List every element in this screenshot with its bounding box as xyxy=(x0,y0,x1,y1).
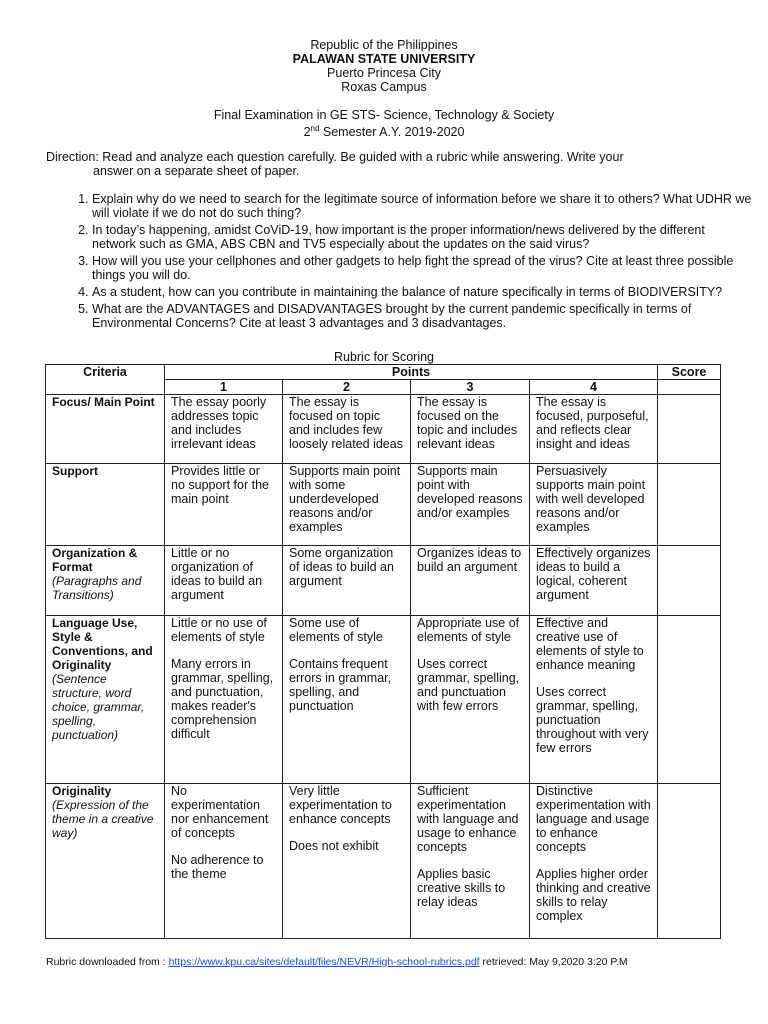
rubric-cell-point-2 xyxy=(283,546,411,616)
rubric-cell-point-2 xyxy=(283,616,411,784)
criteria-cell xyxy=(46,546,165,616)
direction-line-1: Direction: Read and analyze each question carefully. Be guided with a rubric while answering. Write your xyxy=(46,150,624,164)
rubric-cell-point-3 xyxy=(411,546,530,616)
rubric-cell-text: Applies higher order thinking and creative skills to relay complex xyxy=(536,867,651,923)
rubric-cell-text: Provides little or no support for the main point xyxy=(171,464,269,506)
criteria-header: Criteria xyxy=(46,365,165,395)
rubric-cell-text: Little or no organization of ideas to build an argument xyxy=(171,546,263,602)
rubric-cell-text: Does not exhibit xyxy=(289,839,379,853)
rubric-source-link[interactable]: https://www.kpu.ca/sites/default/files/NEVR/High-school-rubrics.pdf xyxy=(168,956,480,968)
rubric-cell-text: Very little experimentation to enhance concepts xyxy=(289,784,392,826)
rubric-header-row xyxy=(46,365,721,380)
exam-title: Final Examination in GE STS- Science, Technology & Society xyxy=(213,108,555,122)
rubric-cell-text: Applies basic creative skills to relay ideas xyxy=(417,867,506,909)
semester-line xyxy=(0,122,768,139)
rubric-cell-text: Uses correct grammar, spelling, and punctuation with few errors xyxy=(417,657,520,713)
point-header-4: 4 xyxy=(530,380,658,395)
rubric-cell-text: Uses correct grammar, spelling, punctuation throughout with very few errors xyxy=(536,685,649,755)
criteria-name: Focus/ Main Point xyxy=(52,395,155,409)
rubric-row xyxy=(46,546,721,616)
criteria-cell xyxy=(46,464,165,546)
rubric-cell-text: Persuasively supports main point with well developed reasons and/or examples xyxy=(536,464,646,534)
rubric-cell-point-3 xyxy=(411,395,530,464)
rubric-cell-text: Effective and creative use of elements of style to enhance meaning xyxy=(536,616,644,672)
rubric-cell-text: Little or no use of elements of style xyxy=(171,616,267,644)
criteria-name: Originality xyxy=(52,784,112,798)
rubric-cell-text: Supports main point with some underdeveloped reasons and/or examples xyxy=(289,464,401,534)
score-cell[interactable] xyxy=(658,464,721,546)
rubric-cell-text: Many errors in grammar, spelling, and punctuation, makes reader's comprehension difficult xyxy=(171,657,274,741)
rubric-cell-text: Some use of elements of style xyxy=(289,616,383,644)
criteria-cell xyxy=(46,616,165,784)
rubric-cell-text: Supports main point with developed reasons and/or examples xyxy=(417,464,523,520)
rubric-cell-point-4 xyxy=(530,784,658,939)
point-header-1: 1 xyxy=(165,380,283,395)
criteria-name: Language Use, Style & Conventions, and Originality xyxy=(52,616,153,672)
rubric-cell-text: The essay is focused, purposeful, and reflects clear insight and ideas xyxy=(536,395,649,451)
question-item: 3. How will you use your cellphones and other gadgets to help fight the spread of the virus? Cite at least three possible things you will do. xyxy=(92,254,752,282)
rubric-cell-point-3 xyxy=(411,784,530,939)
rubric-cell-text: Sufficient experimentation with language and usage to enhance concepts xyxy=(417,784,519,854)
score-cell[interactable] xyxy=(658,784,721,939)
question-item: 4. As a student, how can you contribute in maintaining the balance of nature specifically in terms of BIODIVERSITY? xyxy=(92,285,752,299)
rubric-cell-point-4 xyxy=(530,546,658,616)
point-header-3: 3 xyxy=(411,380,530,395)
rubric-cell-point-1 xyxy=(165,546,283,616)
rubric-cell-text: Distinctive experimentation with language and usage to enhance concepts xyxy=(536,784,651,854)
republic-line: Republic of the Philippines xyxy=(310,38,458,52)
rubric-cell-point-4 xyxy=(530,395,658,464)
rubric-cell-text: Contains frequent errors in grammar, spelling, and punctuation xyxy=(289,657,392,713)
score-cell[interactable] xyxy=(658,395,721,464)
semester-rest: Semester A.Y. 2019-2020 xyxy=(319,125,465,140)
city-line: Puerto Princesa City xyxy=(327,66,441,80)
rubric-cell-point-1 xyxy=(165,616,283,784)
rubric-row xyxy=(46,395,721,464)
criteria-name: Support xyxy=(52,464,98,478)
question-item: 5. What are the ADVANTAGES and DISADVANTAGES brought by the current pandemic specifically in terms of Environmental Concerns? Cite at least 3 advantages and 3 disadvantages. xyxy=(92,302,752,330)
footer-note xyxy=(46,956,628,968)
criteria-description: (Sentence structure, word choice, grammar, spelling, punctuation) xyxy=(52,672,145,742)
semester-suffix: nd xyxy=(310,124,320,133)
rubric-cell-text: No adherence to the theme xyxy=(171,853,264,881)
footer-prefix: Rubric downloaded from : xyxy=(46,956,169,968)
rubric-cell-point-2 xyxy=(283,464,411,546)
points-header: Points xyxy=(165,365,658,380)
point-header-2: 2 xyxy=(283,380,411,395)
university-name: PALAWAN STATE UNIVERSITY xyxy=(292,52,476,66)
rubric-cell-point-3 xyxy=(411,464,530,546)
rubric-cell-text: The essay is focused on the topic and includes relevant ideas xyxy=(417,395,518,451)
rubric-cell-point-2 xyxy=(283,395,411,464)
campus-line: Roxas Campus xyxy=(341,80,427,94)
rubric-cell-point-1 xyxy=(165,464,283,546)
criteria-name: Organization & Format xyxy=(52,546,138,574)
rubric-cell-text: The essay is focused on topic and includes few loosely related ideas xyxy=(289,395,403,451)
rubric-cell-text: Some organization of ideas to build an argument xyxy=(289,546,394,588)
rubric-cell-text: The essay poorly addresses topic and includes irrelevant ideas xyxy=(171,395,267,451)
rubric-cell-point-1 xyxy=(165,784,283,939)
rubric-row xyxy=(46,616,721,784)
score-header: Score xyxy=(658,365,721,380)
criteria-cell xyxy=(46,395,165,464)
criteria-cell xyxy=(46,784,165,939)
rubric-cell-point-4 xyxy=(530,464,658,546)
rubric-title: Rubric for Scoring xyxy=(333,350,435,364)
rubric-cell-text: Organizes ideas to build an argument xyxy=(417,546,522,574)
direction-text xyxy=(46,150,726,178)
rubric-cell-text: Appropriate use of elements of style xyxy=(417,616,520,644)
score-cell[interactable] xyxy=(658,546,721,616)
question-item: 2. In today’s happening, amidst CoViD-19, how important is the proper information/news delivered by the different network such as GMA, ABS CBN and TV5 especially about the updates on the said virus? xyxy=(92,223,752,251)
rubric-cell-text: Effectively organizes ideas to build a logical, coherent argument xyxy=(536,546,651,602)
direction-line-2: answer on a separate sheet of paper. xyxy=(93,164,300,178)
rubric-cell-point-2 xyxy=(283,784,411,939)
semester-number: 2 xyxy=(303,125,311,140)
score-subheader xyxy=(658,380,721,395)
rubric-row xyxy=(46,784,721,939)
score-cell[interactable] xyxy=(658,616,721,784)
question-list xyxy=(60,192,752,333)
criteria-description: (Expression of the theme in a creative way) xyxy=(52,798,154,840)
exam-info xyxy=(0,108,768,139)
rubric-row xyxy=(46,464,721,546)
rubric-body xyxy=(46,395,721,939)
footer-suffix: retrieved: May 9,2020 3:20 P.M xyxy=(479,956,628,968)
rubric-table xyxy=(45,364,721,939)
criteria-description: (Paragraphs and Transitions) xyxy=(52,574,142,602)
rubric-cell-point-4 xyxy=(530,616,658,784)
question-item: 1. Explain why do we need to search for the legitimate source of information before we share it to others? What UDHR we will violate if we do not do such thing? xyxy=(92,192,752,220)
rubric-cell-point-1 xyxy=(165,395,283,464)
document-header xyxy=(0,38,768,94)
rubric-cell-text: No experimentation nor enhancement of concepts xyxy=(171,784,269,840)
rubric-cell-point-3 xyxy=(411,616,530,784)
